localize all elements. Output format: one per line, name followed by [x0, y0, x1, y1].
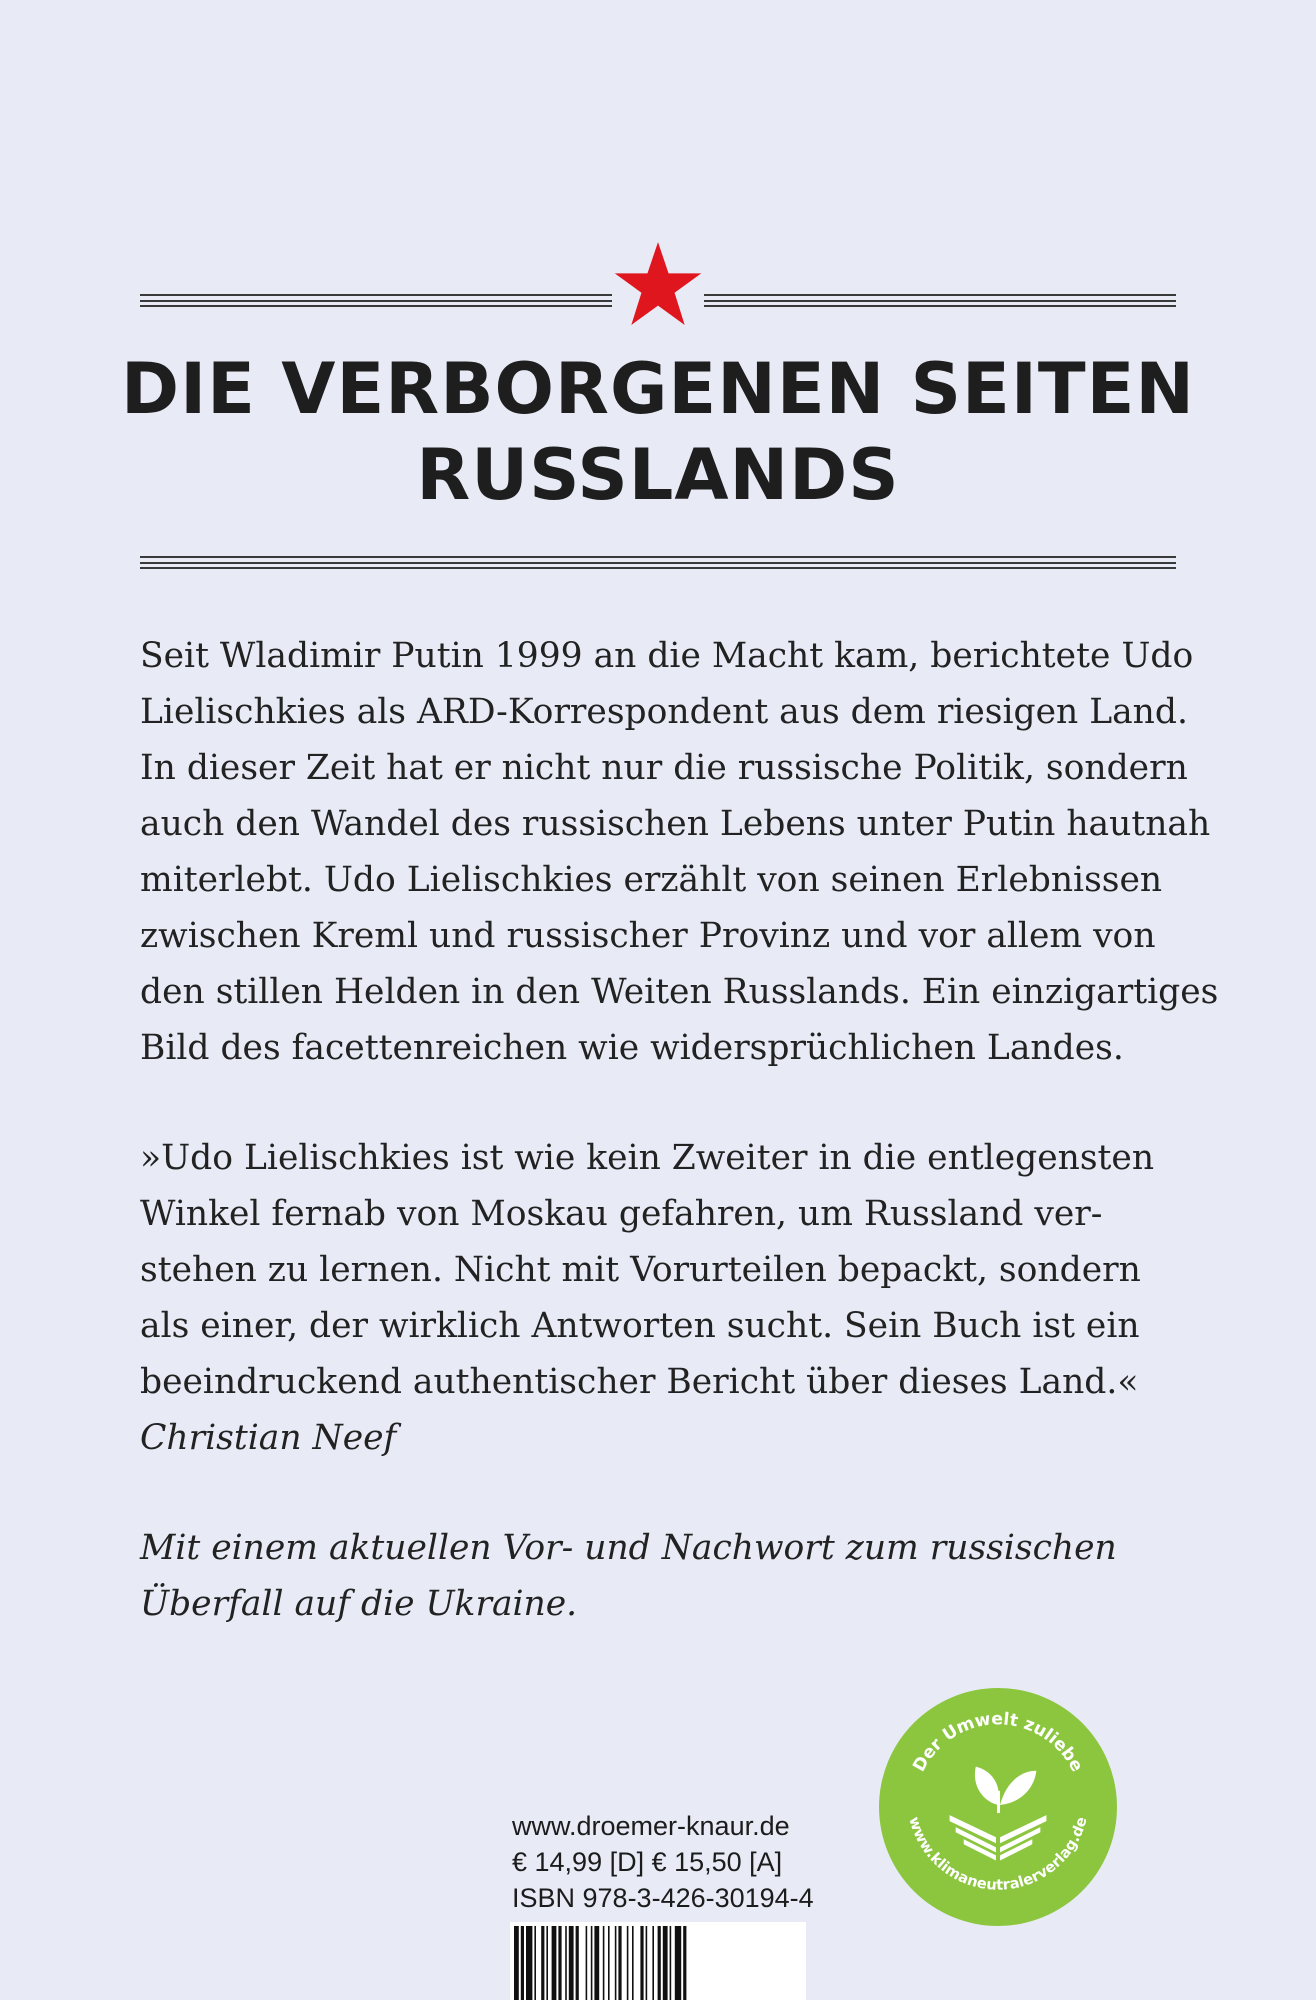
- barcode-bar: [552, 1926, 557, 2000]
- barcode-bar: [603, 1926, 605, 2000]
- title-line-1: DIE VERBORGENEN SEITEN: [120, 348, 1196, 430]
- barcode-bar: [576, 1926, 579, 2000]
- blurb-line: zwischen Kreml und russischer Provinz und vor allem von: [140, 916, 1156, 956]
- barcode-bar: [615, 1926, 617, 2000]
- barcode-bar: [683, 1926, 686, 2000]
- blurb-line: Seit Wladimir Putin 1999 an die Macht kam, berichtete Udo: [140, 636, 1194, 676]
- seal-bottom-text: www.klimaneutralerverlag.de: [905, 1814, 1091, 1894]
- star-shape: [615, 242, 701, 325]
- blurb-line: Bild des facettenreichen wie widersprüchlichen Landes.: [140, 1028, 1124, 1068]
- top-rule-right: [704, 294, 1176, 307]
- barcode-bar: [586, 1926, 588, 2000]
- barcode-bar: [558, 1926, 561, 2000]
- blurb-line: miterlebt. Udo Lielischkies erzählt von seinen Erlebnissen: [140, 860, 1163, 900]
- barcode-bar: [652, 1926, 654, 2000]
- barcode-bar: [627, 1926, 629, 2000]
- bottom-rule: [140, 556, 1176, 569]
- quote-line: »Udo Lielischkies ist wie kein Zweiter in die entlegensten: [140, 1138, 1155, 1178]
- publisher-info: [512, 1808, 812, 1916]
- barcode-bar: [565, 1926, 567, 2000]
- barcode-bar: [591, 1926, 593, 2000]
- isbn: ISBN 978-3-426-30194-4: [512, 1883, 814, 1913]
- blurb-line: In dieser Zeit hat er nicht nur die russische Politik, sondern: [140, 748, 1188, 788]
- barcode-bar: [608, 1926, 610, 2000]
- barcode-bar: [514, 1926, 519, 2000]
- quote-line: stehen zu lernen. Nicht mit Vorurteilen bepackt, sondern: [140, 1250, 1141, 1290]
- top-rule-left: [140, 294, 612, 307]
- publisher-website: www.droemer-knaur.de: [512, 1811, 790, 1841]
- quote-line: Winkel fernab von Moskau gefahren, um Russland ver-: [140, 1194, 1103, 1234]
- note-line: Überfall auf die Ukraine.: [140, 1584, 578, 1624]
- blurb-text: [140, 628, 1219, 1076]
- red-star-icon: [612, 240, 704, 328]
- quote-author: Christian Neef: [140, 1418, 397, 1458]
- barcode-bar: [670, 1926, 672, 2000]
- barcode-bar: [646, 1926, 648, 2000]
- seal-top-text: Der Umwelt zuliebe: [909, 1709, 1087, 1776]
- review-quote: [140, 1130, 1190, 1466]
- barcode-bar: [521, 1926, 524, 2000]
- title-line-2: RUSSLANDS: [416, 434, 900, 516]
- climate-neutral-seal: [877, 1686, 1119, 1928]
- barcode-bar: [618, 1926, 621, 2000]
- barcode-bar: [675, 1926, 681, 2000]
- barcode-bar: [640, 1926, 643, 2000]
- barcode-bar: [632, 1926, 634, 2000]
- price-info: € 14,99 [D] € 15,50 [A]: [512, 1847, 783, 1877]
- blurb-line: auch den Wandel des russischen Lebens unter Putin hautnah: [140, 804, 1211, 844]
- barcode-bar: [594, 1926, 599, 2000]
- barcode-bar: [658, 1926, 661, 2000]
- barcode-bar: [534, 1926, 536, 2000]
- barcode-bar: [569, 1926, 574, 2000]
- barcode-bar: [546, 1926, 548, 2000]
- barcode-bar: [541, 1926, 544, 2000]
- quote-line: beeindruckend authentischer Bericht über dieses Land.«: [140, 1362, 1139, 1402]
- blurb-line: den stillen Helden in den Weiten Russlands. Ein einzigartiges: [140, 972, 1219, 1012]
- barcode-bar: [526, 1926, 532, 2000]
- barcode: [510, 1922, 806, 2000]
- edition-note: [140, 1520, 1190, 1632]
- quote-line: als einer, der wirklich Antworten sucht. Sein Buch ist ein: [140, 1306, 1140, 1346]
- barcode-bar: [663, 1926, 668, 2000]
- blurb-line: Lielischkies als ARD-Korrespondent aus dem riesigen Land.: [140, 692, 1188, 732]
- book-title: [100, 346, 1216, 518]
- note-line: Mit einem aktuellen Vor- und Nachwort zum russischen: [140, 1528, 1117, 1568]
